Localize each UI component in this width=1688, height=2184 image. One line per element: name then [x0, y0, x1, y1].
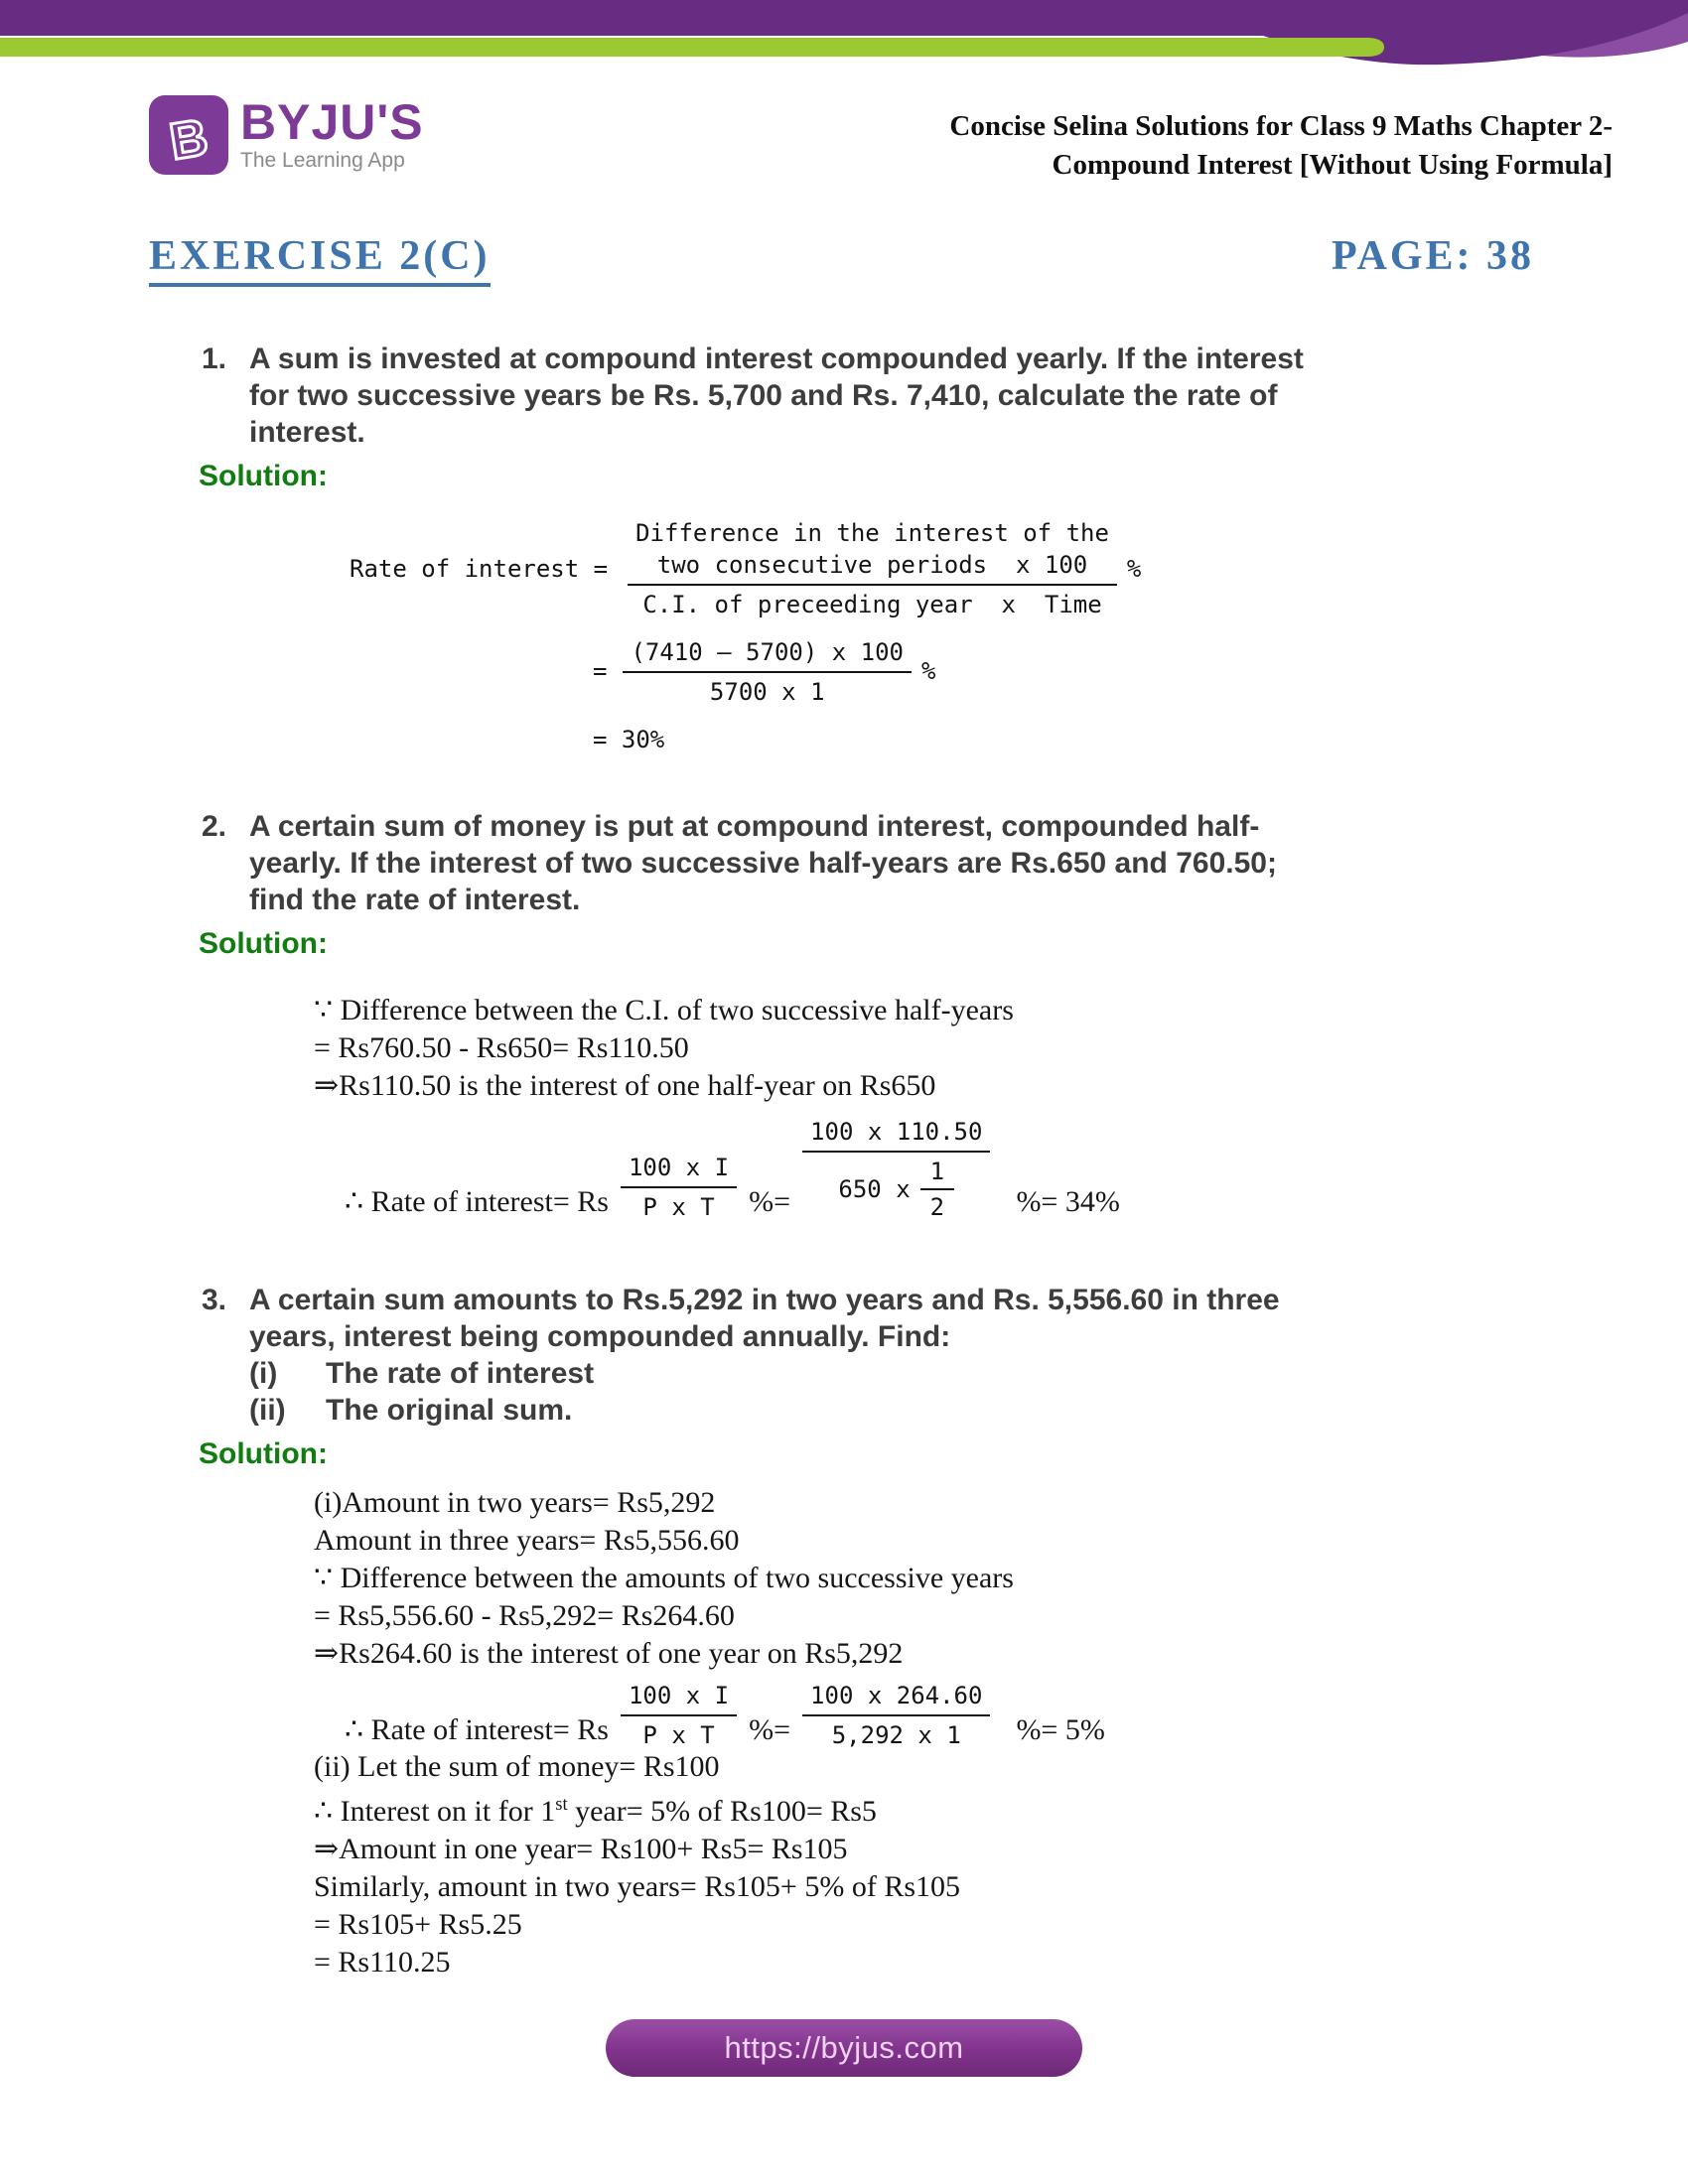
solution-3-label: Solution: [199, 1437, 328, 1471]
sol1-result-row [593, 725, 1688, 754]
logo-b-letter: B [166, 108, 212, 172]
footer-url-text: https://byjus.com [724, 2030, 964, 2065]
sol2-rate-prefix: ∴ Rate of interest= Rs [345, 1185, 609, 1219]
sol2-frac2-num: 100 x 110.50 [802, 1115, 990, 1153]
doc-title-line2: Compound Interest [Without Using Formula] [1052, 149, 1613, 181]
sol3-sup: st [555, 1794, 568, 1816]
sol2-nested-den: 2 [929, 1193, 945, 1222]
sol3-line: Amount in three years= Rs5,556.60 [314, 1524, 740, 1558]
sol1-percent-1: % [1126, 555, 1142, 584]
sol1-frac1-num-line1: Difference in the interest of the [635, 519, 1109, 548]
question-2-number: 2. [202, 810, 227, 844]
exercise-heading[interactable]: EXERCISE 2(C) [149, 234, 491, 287]
question-3-item-i [249, 1355, 1280, 1392]
sol3-line-ii: (ii) Let the sum of money= Rs100 [314, 1750, 720, 1784]
solution-3-rate-row [345, 1679, 1688, 1748]
page-head [149, 95, 1613, 185]
question-2-line: A certain sum of money is put at compound interest, compounded half- [249, 810, 1260, 844]
solution-1-math [0, 518, 1688, 754]
solution-2-text [314, 992, 1688, 1105]
sol3-percent-equals: %= [749, 1713, 791, 1747]
logo-brand: BYJU'S [240, 94, 424, 150]
sol1-equation-row-1 [350, 518, 1688, 619]
sol1-fraction-1 [628, 518, 1117, 619]
question-2-line: find the rate of interest. [249, 884, 581, 917]
sol2-line: ⇒Rs110.50 is the interest of one half-year on Rs650 [314, 1069, 936, 1103]
sol3-line: (i)Amount in two years= Rs5,292 [314, 1486, 716, 1520]
solution-3-text-b [314, 1748, 1688, 1981]
question-2 [202, 808, 1628, 918]
sol3-result: %= 5% [1016, 1713, 1105, 1747]
sol3-sup-pre: ∴ Interest on it for 1 [314, 1795, 556, 1829]
sol3-frac1-den: P x T [642, 1721, 715, 1750]
banner-green-bar [0, 38, 1384, 57]
sol3-line: = Rs110.25 [314, 1946, 451, 1979]
question-3 [202, 1282, 1628, 1429]
question-1-text [249, 341, 1304, 451]
sol2-line: ∵ Difference between the C.I. of two successive half-years [314, 994, 1014, 1027]
question-1-line: A sum is invested at compound interest compounded yearly. If the interest [249, 342, 1304, 376]
byjus-logo [149, 95, 424, 175]
sol2-frac1-num: 100 x I [621, 1151, 737, 1188]
item-i-number: (i) [249, 1357, 278, 1391]
sol1-equals: = [593, 657, 608, 686]
sol3-line: ⇒Amount in one year= Rs100+ Rs5= Rs105 [314, 1833, 848, 1866]
question-3-line: A certain sum amounts to Rs.5,292 in two years and Rs. 5,556.60 in three [249, 1284, 1280, 1317]
sol3-sup-post: year= 5% of Rs100= Rs5 [567, 1795, 877, 1829]
question-3-line: years, interest being compounded annually. Find: [249, 1320, 951, 1354]
sol2-nested-fraction [920, 1157, 954, 1222]
question-1-line: for two successive years be Rs. 5,700 and Rs. 7,410, calculate the rate of [249, 379, 1278, 413]
sol2-frac2-den-text: 650 x [838, 1175, 911, 1204]
footer-byjus-link[interactable] [606, 2019, 1082, 2077]
section-row [149, 234, 1534, 287]
solution-2-label: Solution: [199, 927, 328, 961]
sol1-equation-row-2 [593, 635, 1688, 707]
question-2-text [249, 808, 1277, 918]
sol3-line: ∵ Difference between the amounts of two successive years [314, 1562, 1014, 1595]
sol2-fraction-1 [621, 1151, 737, 1222]
sol1-percent-2: % [921, 657, 936, 686]
solution-3-text-a [314, 1484, 1688, 1673]
doc-title [949, 107, 1613, 185]
sol2-nested-num: 1 [920, 1157, 954, 1190]
sol2-frac2-den [802, 1153, 990, 1222]
sol1-result: = 30% [593, 726, 665, 754]
question-2-line: yearly. If the interest of two successive half-years are Rs.650 and 760.50; [249, 847, 1277, 881]
logo-tagline: The Learning App [240, 149, 405, 172]
sol3-frac2-den: 5,292 x 1 [831, 1721, 961, 1750]
sol1-fraction-2 [623, 635, 912, 707]
sol1-frac2-den: 5700 x 1 [709, 678, 825, 707]
sol3-line: Similarly, amount in two years= Rs105+ 5% of Rs105 [314, 1870, 961, 1904]
item-ii-text: The original sum. [326, 1394, 573, 1428]
sol3-line: = Rs105+ Rs5.25 [314, 1908, 522, 1942]
sol3-frac2-num: 100 x 264.60 [802, 1679, 990, 1716]
question-3-text [249, 1282, 1280, 1429]
solution-2-rate-row [345, 1115, 1688, 1220]
question-1-number: 1. [202, 342, 227, 376]
item-ii-number: (ii) [249, 1394, 286, 1428]
solution-1-label: Solution: [199, 460, 328, 493]
question-3-item-ii [249, 1392, 1280, 1429]
sol3-line: = Rs5,556.60 - Rs5,292= Rs264.60 [314, 1599, 735, 1633]
sol3-line: ⇒Rs264.60 is the interest of one year on Rs5,292 [314, 1637, 904, 1671]
doc-title-line1: Concise Selina Solutions for Class 9 Maths Chapter 2- [949, 110, 1613, 142]
sol1-lhs: Rate of interest = [350, 555, 609, 584]
sol1-frac2-num: (7410 – 5700) x 100 [623, 635, 912, 673]
sol3-rate-prefix: ∴ Rate of interest= Rs [345, 1713, 609, 1747]
sol3-fraction-1 [621, 1679, 737, 1750]
sol1-frac1-num-line2: two consecutive periods x 100 [628, 548, 1117, 586]
question-1 [202, 341, 1628, 451]
sol3-fraction-2 [802, 1679, 990, 1750]
sol3-frac1-num: 100 x I [621, 1679, 737, 1716]
sol2-result: %= 34% [1016, 1185, 1120, 1219]
sol2-fraction-2 [802, 1115, 990, 1222]
byjus-logo-icon [149, 95, 228, 175]
question-1-line: interest. [249, 416, 365, 450]
sol2-line: = Rs760.50 - Rs650= Rs110.50 [314, 1031, 689, 1065]
sol2-percent-equals: %= [749, 1185, 791, 1219]
sol2-frac1-den: P x T [642, 1193, 715, 1222]
top-banner [0, 0, 1688, 71]
logo-text [240, 95, 424, 173]
sol1-frac1-den: C.I. of preceeding year x Time [642, 591, 1102, 619]
page-number: PAGE: 38 [1331, 233, 1534, 279]
item-i-text: The rate of interest [326, 1357, 595, 1391]
question-3-number: 3. [202, 1284, 227, 1317]
sol3-line-superscript [314, 1786, 1688, 1831]
